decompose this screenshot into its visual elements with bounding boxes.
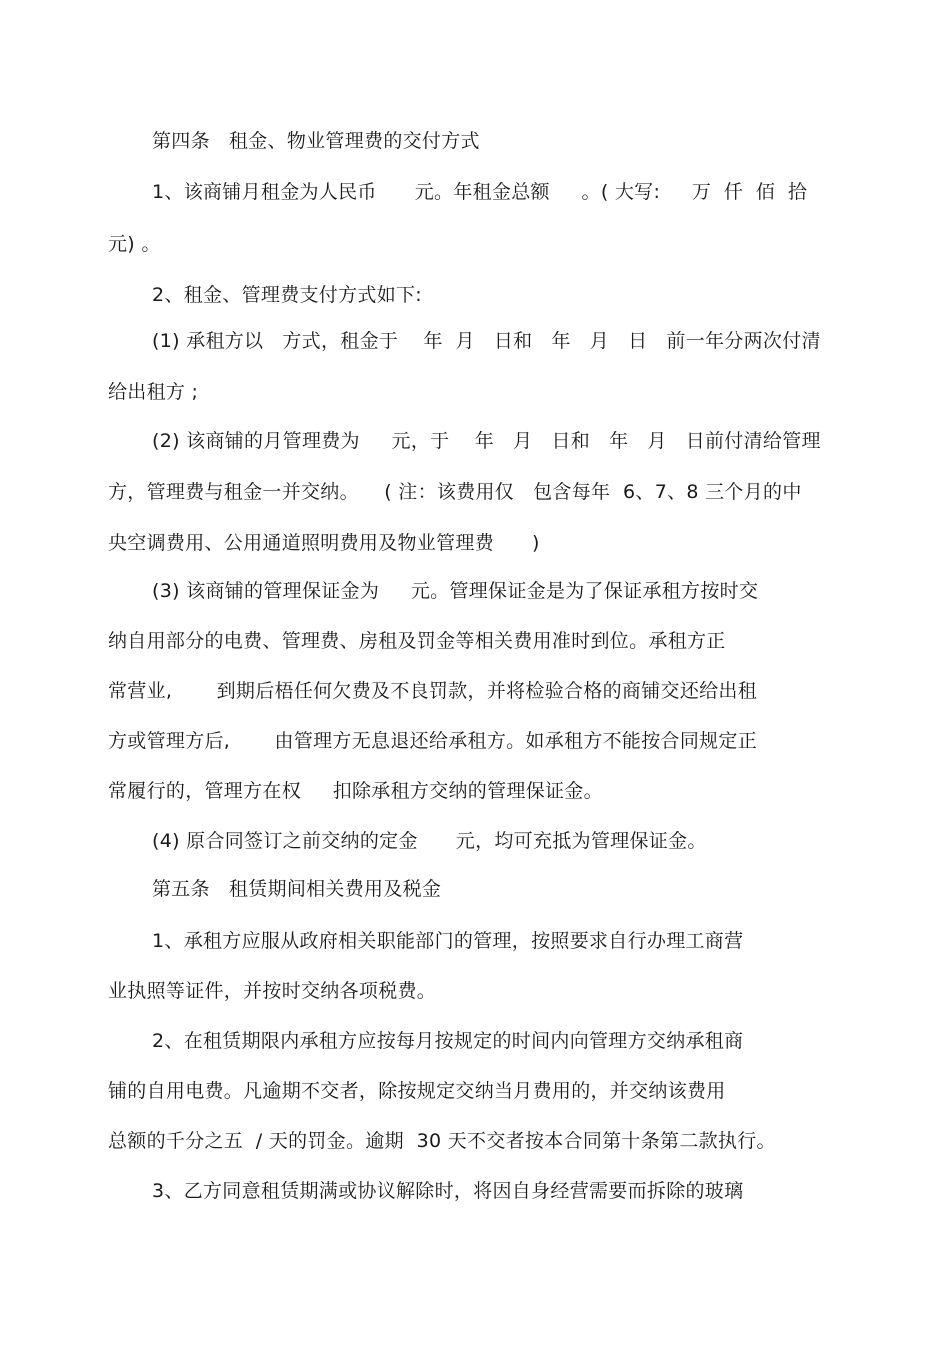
paragraph-line: 纳自用部分的电费、管理费、房租及罚金等相关费用准时到位。承租方正 <box>108 630 726 652</box>
paragraph-line: 元) 。 <box>108 233 161 255</box>
paragraph-line: (2) 该商铺的月管理费为 元，于 年 月 日和 年 月 日前付清给管理 <box>152 430 821 452</box>
paragraph-line: 常营业, 到期后梧任何欠费及不良罚款，并将检验合格的商铺交还给出租 <box>108 680 758 702</box>
paragraph-line: (3) 该商铺的管理保证金为 元。管理保证金是为了保证承租方按时交 <box>152 580 759 602</box>
paragraph-line: 方，管理费与租金一并交纳。 ( 注：该费用仅 包含每年 6、7、8 三个月的中 <box>108 481 802 503</box>
paragraph-line: 方或管理方后, 由管理方无息退还给承租方。如承租方不能按合同规定正 <box>108 730 758 752</box>
paragraph-line: 2、租金、管理费支付方式如下: <box>152 284 422 306</box>
paragraph-line: 1、承租方应服从政府相关职能部门的管理，按照要求自行办理工商营 <box>152 930 744 952</box>
article-4-heading: 第四条 租金、物业管理费的交付方式 <box>152 130 480 152</box>
paragraph-line: 常履行的，管理方在权 扣除承租方交纳的管理保证金。 <box>108 780 603 802</box>
paragraph-line: (1) 承租方以 方式，租金于 年 月 日和 年 月 日 前一年分两次付清 <box>152 330 821 352</box>
paragraph-line: 铺的自用电费。凡逾期不交者，除按规定交纳当月费用的，并交纳该费用 <box>108 1080 726 1102</box>
paragraph-line: (4) 原合同签订之前交纳的定金 元，均可充抵为管理保证金。 <box>152 830 707 852</box>
paragraph-line: 给出租方 ; <box>108 381 199 403</box>
paragraph-line: 1、该商铺月租金为人民币 元。年租金总额 。( 大写: 万 仟 佰 拾 <box>152 181 808 203</box>
paragraph-line: 3、乙方同意租赁期满或协议解除时，将因自身经营需要而拆除的玻璃 <box>152 1180 744 1202</box>
paragraph-line: 央空调费用、公用通道照明费用及物业管理费 ) <box>108 532 540 554</box>
paragraph-line: 业执照等证件，并按时交纳各项税费。 <box>108 980 437 1002</box>
article-5-heading: 第五条 租赁期间相关费用及税金 <box>152 878 442 900</box>
paragraph-line: 总额的千分之五 / 天的罚金。逾期 30 天不交者按本合同第十条第二款执行。 <box>108 1130 776 1152</box>
paragraph-line: 2、在租赁期限内承租方应按每月按规定的时间内向管理方交纳承租商 <box>152 1030 744 1052</box>
